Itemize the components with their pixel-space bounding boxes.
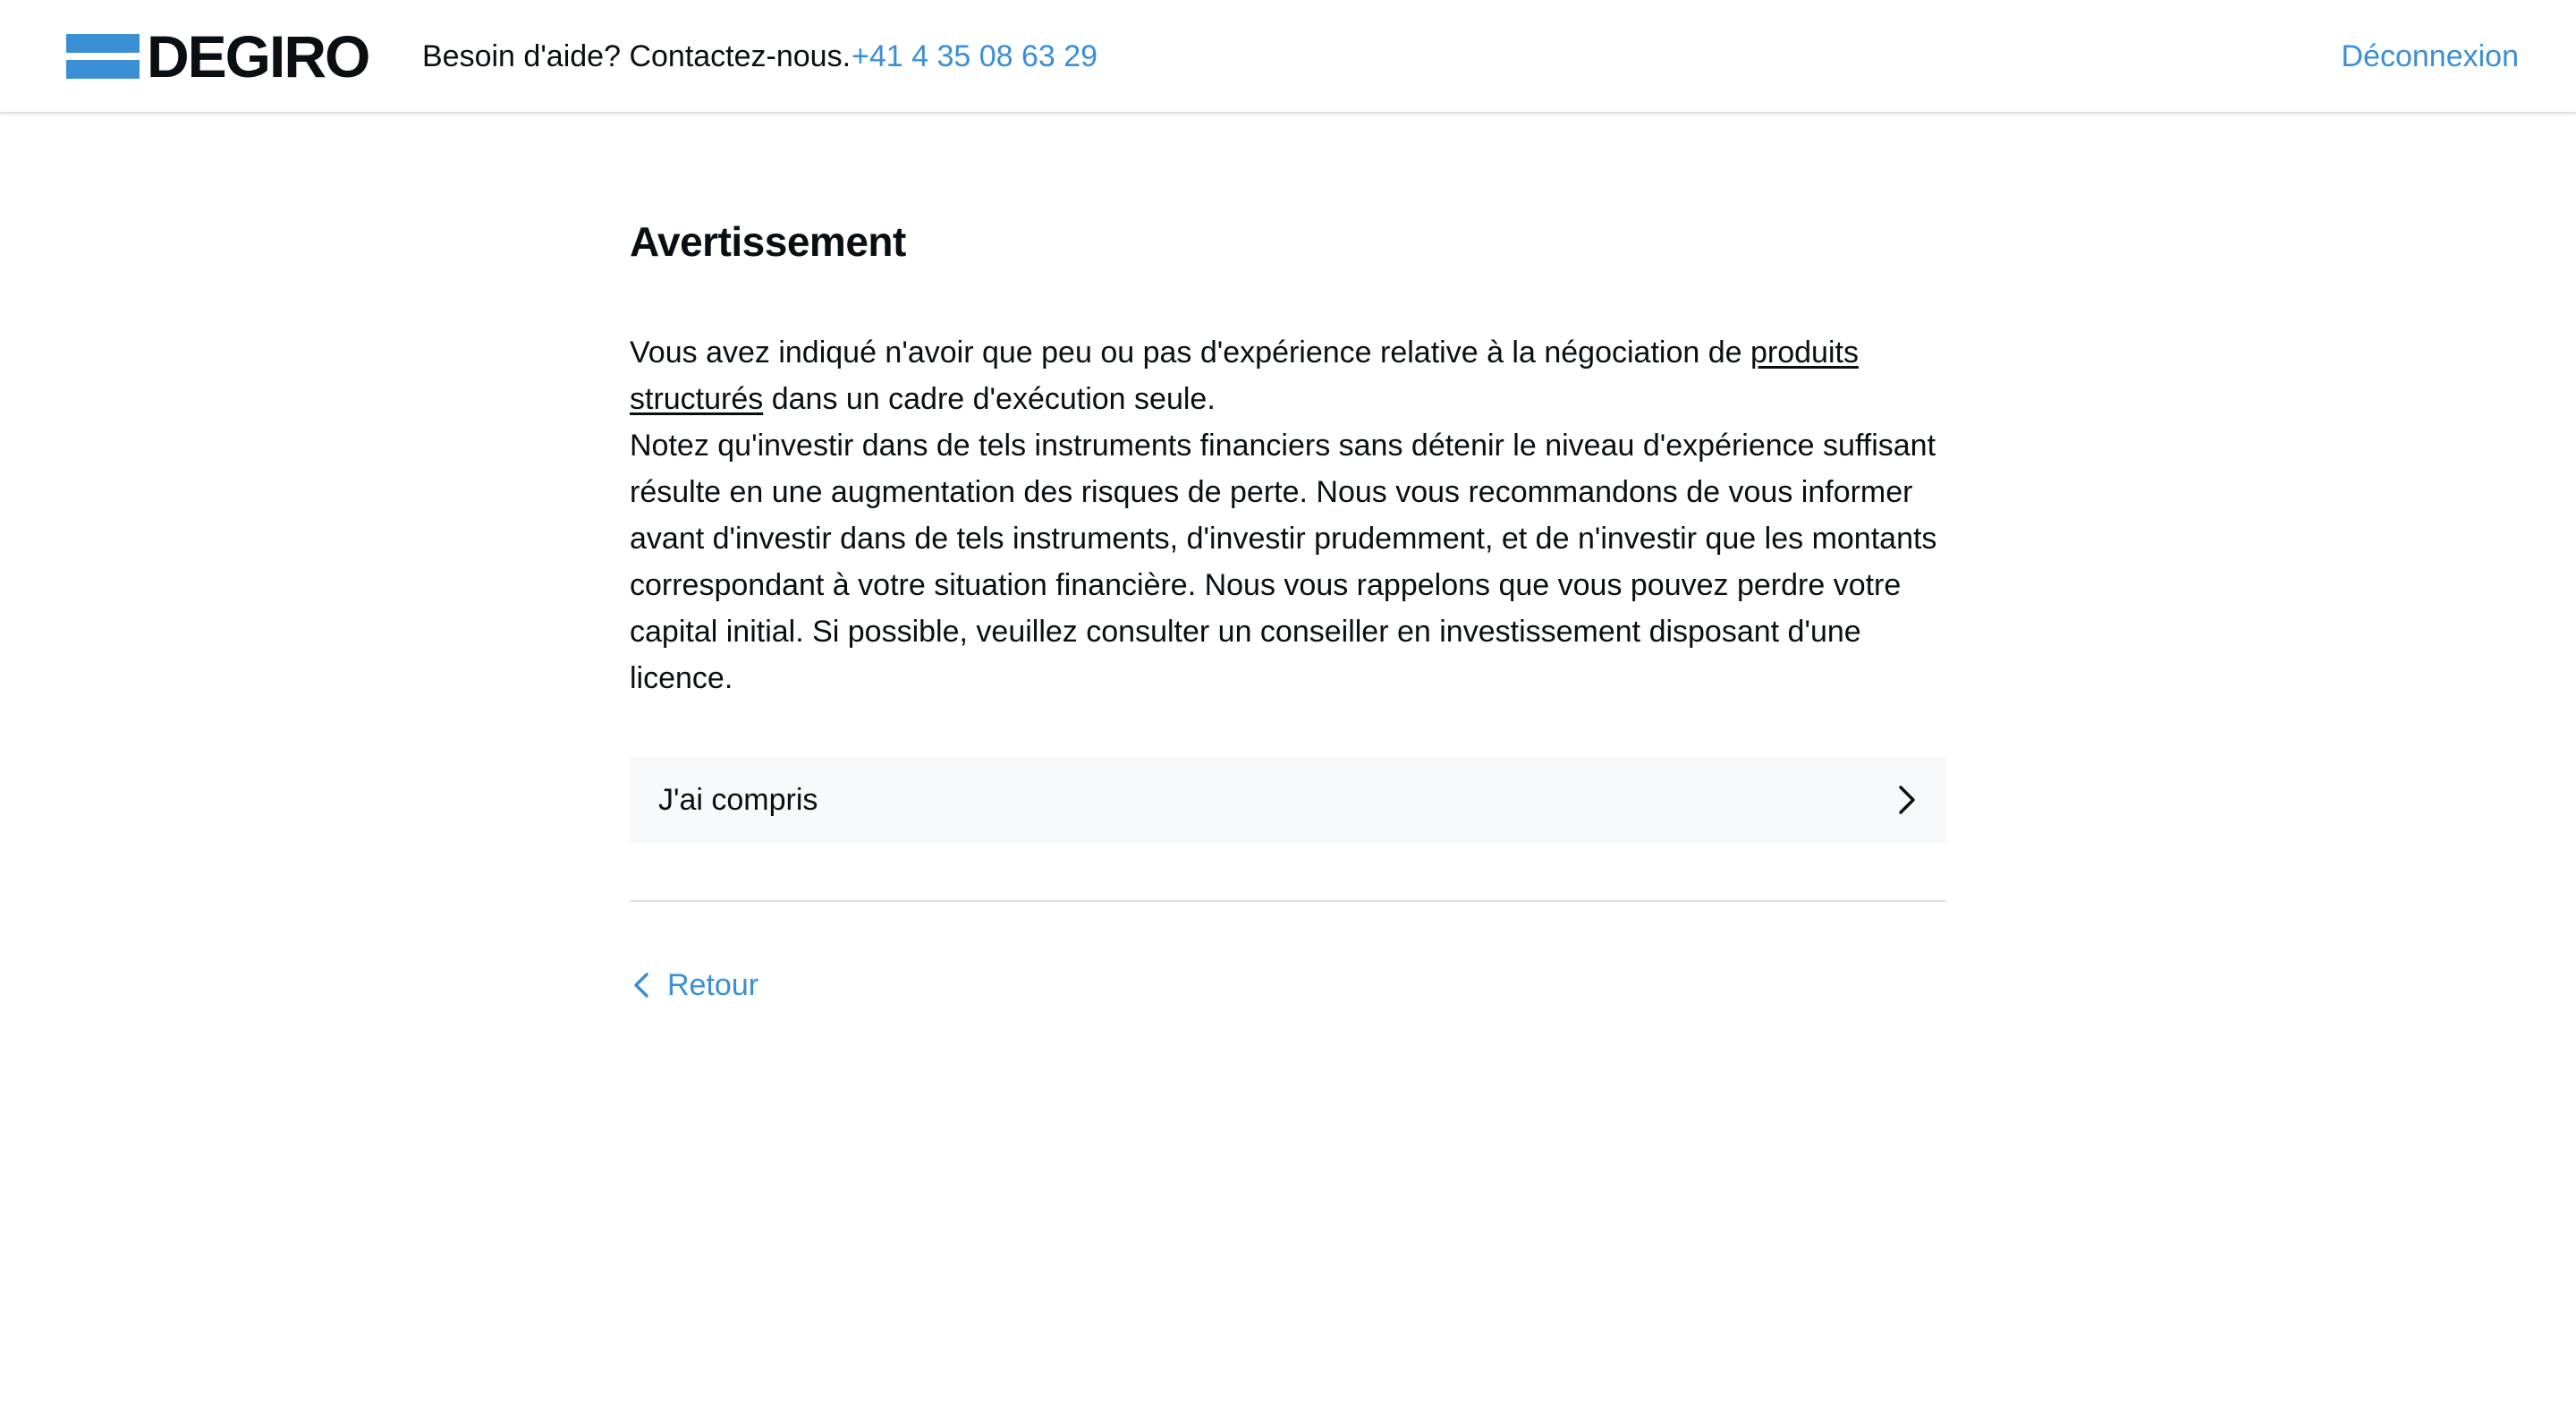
understood-button[interactable]: [630, 757, 1946, 843]
warning-intro-before: Vous avez indiqué n'avoir que peu ou pas d'expérience relative à la négociation de: [630, 336, 1750, 370]
back-label: Retour: [667, 968, 759, 1002]
phone-link[interactable]: +41 4 35 08 63 29: [852, 39, 1098, 73]
degiro-logo[interactable]: [66, 23, 369, 89]
logout-link[interactable]: Déconnexion: [2341, 39, 2519, 73]
help-text: Besoin d'aide? Contactez-nous.: [422, 39, 852, 73]
main-content: [630, 206, 1946, 1006]
warning-body: Notez qu'investir dans de tels instruments financiers sans détenir le niveau d'expérience suffisant résulte en une augmentation des risques de perte. Nous vous recommandons de vous informer avant d'investir dans de tels instruments, d'investir prudemment, et de n'investir que les montants correspondant à votre situation financière. Nous vous rappelons que vous pouvez perdre votre capital initial. Si possible, veuillez consulter un conseiller en investissement disposant d'une licence.: [630, 429, 1937, 695]
structured-products-link[interactable]: produits structurés: [630, 336, 1859, 416]
warning-message: [630, 329, 1946, 701]
divider: [630, 900, 1946, 902]
logo-text: DEGIRO: [147, 23, 369, 89]
warning-intro-after: dans un cadre d'exécution seule.: [763, 382, 1216, 416]
page-title: Avertissement: [630, 218, 906, 265]
understood-label: J'ai compris: [658, 783, 818, 817]
logo-mark-icon: [66, 34, 140, 79]
chevron-left-icon: [630, 969, 651, 1001]
warning-intro: [630, 329, 1946, 422]
top-header: [0, 0, 2576, 114]
chevron-right-icon: [1896, 784, 1918, 816]
back-button[interactable]: [630, 965, 758, 1006]
